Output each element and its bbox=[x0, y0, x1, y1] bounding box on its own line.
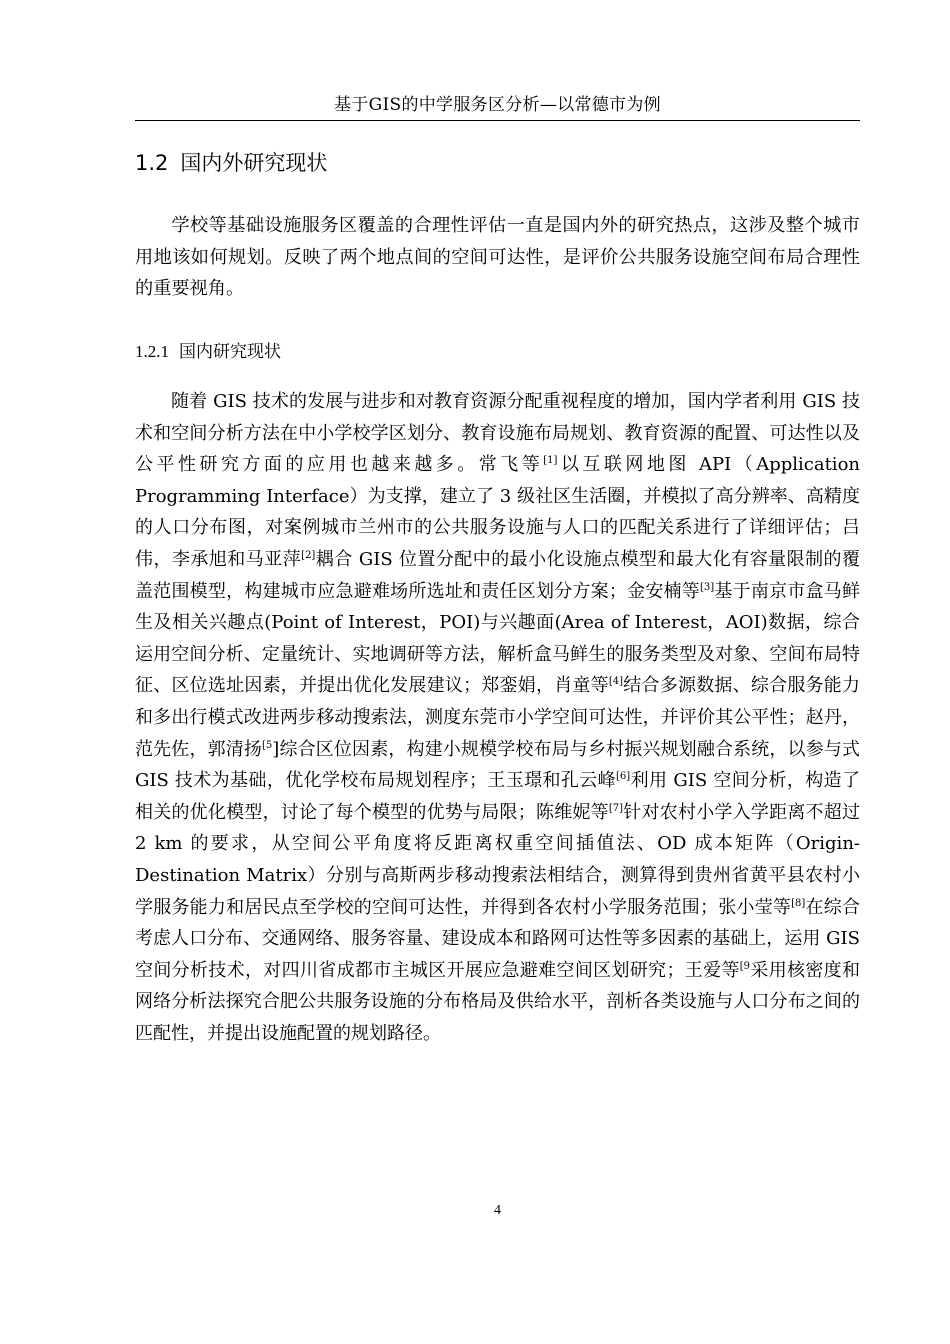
subsection-heading bbox=[135, 338, 281, 366]
header-rule bbox=[135, 120, 860, 121]
subsection-title: 国内研究现状 bbox=[179, 342, 281, 362]
body-text: 利用 GIS 空间分析，构造了相关的优化模型，讨论了每个模型的优势与局限；陈维妮等 bbox=[135, 770, 860, 823]
citation-ref: [7] bbox=[608, 802, 624, 814]
body-text: 结合多源数据、综合服务能力和多出行模式改进两步移动搜索法，测度东莞市小学空间可达性，并评价其公平性；赵丹，范先佐，郭清扬 bbox=[135, 675, 861, 760]
citation-ref: [1] bbox=[543, 455, 558, 467]
citation-ref: [5 bbox=[262, 739, 273, 751]
citation-ref: [4] bbox=[608, 676, 624, 688]
page-number: 4 bbox=[494, 1203, 501, 1218]
citation-ref: [3] bbox=[700, 581, 715, 593]
citation-ref: [2] bbox=[301, 549, 316, 561]
section-heading bbox=[135, 148, 327, 178]
body-text: 采用核密度和网络分析法探究合肥公共服务设施的分布格局及供给水平，剖析各类设施与人口分布之间的匹配性，并提出设施配置的规划路径。 bbox=[135, 959, 861, 1044]
section-number: 1.2 bbox=[135, 151, 169, 175]
running-header: 基于GIS的中学服务区分析—以常德市为例 bbox=[334, 95, 661, 115]
body-text: 耦合 GIS 位置分配中的最小化设施点模型和最大化有容量限制的覆盖范围模型，构建城市应急避难场所选址和责任区划分方案；金安楠等 bbox=[135, 548, 861, 602]
citation-ref: [8] bbox=[791, 897, 806, 909]
body-text: ]综合区位因素，构建小规模学校布局与乡村振兴规划融合系统，以参与式 GIS 技术为基础，优化学校布局规划程序；王玉璟和孔云峰 bbox=[135, 738, 860, 792]
body-text: 随着 GIS 技术的发展与进步和对教育资源分配重视程度的增加，国内学者利用 GIS 技术和空间分析方法在中小学校学区划分、教育设施布局规划、教育资源的配置、可达性以及公平性研究方面的应用也越来越多。常飞等 bbox=[135, 391, 860, 476]
body-text: 基于南京市盒马鲜生及相关兴趣点(Point of Interest，POI)与兴趣面(Area of Interest，AOI)数据，综合运用空间分析、定量统计、实地调研等方法，解析盒马鲜生的服务类型及对象、空间布局特征、区位选址因素，并提出优化发展建议；郑銮娟，肖童等 bbox=[135, 580, 860, 697]
body-text: 针对农村小学入学距离不超过 2 km 的要求，从空间公平角度将反距离权重空间插值法、OD 成本矩阵（Origin-Destination Matrix）分别与高斯两步移动搜索法相结合，测算得到贵州省黄平县农村小学服务能力和居民点至学校的空间可达性，并得到各农村小学服务范围；张小莹等 bbox=[135, 801, 861, 918]
section-title: 国内外研究现状 bbox=[180, 151, 328, 175]
subsection-number: 1.2.1 bbox=[135, 342, 169, 361]
citation-ref: [6] bbox=[616, 771, 631, 783]
body-paragraph bbox=[135, 386, 860, 1049]
intro-paragraph: 学校等基础设施服务区覆盖的合理性评估一直是国内外的研究热点，这涉及整个城市用地该如何规划。反映了两个地点间的空间可达性，是评价公共服务设施空间布局合理性的重要视角。 bbox=[135, 215, 860, 300]
body-text: 在综合考虑人口分布、交通网络、服务容量、建设成本和路网可达性等多因素的基础上，运用 GIS 空间分析技术，对四川省成都市主城区开展应急避难空间区划研究；王爱等 bbox=[135, 896, 861, 981]
citation-ref: [9 bbox=[739, 960, 751, 972]
body-text: 以互联网地图 API（Application Programming Interface）为支撑，建立了 3 级社区生活圈，并模拟了高分辨率、高精度的人口分布图，对案例城市兰州市的公共服务设施与人口的匹配关系进行了详细评估；吕伟，李承旭和马亚萍 bbox=[135, 454, 860, 570]
